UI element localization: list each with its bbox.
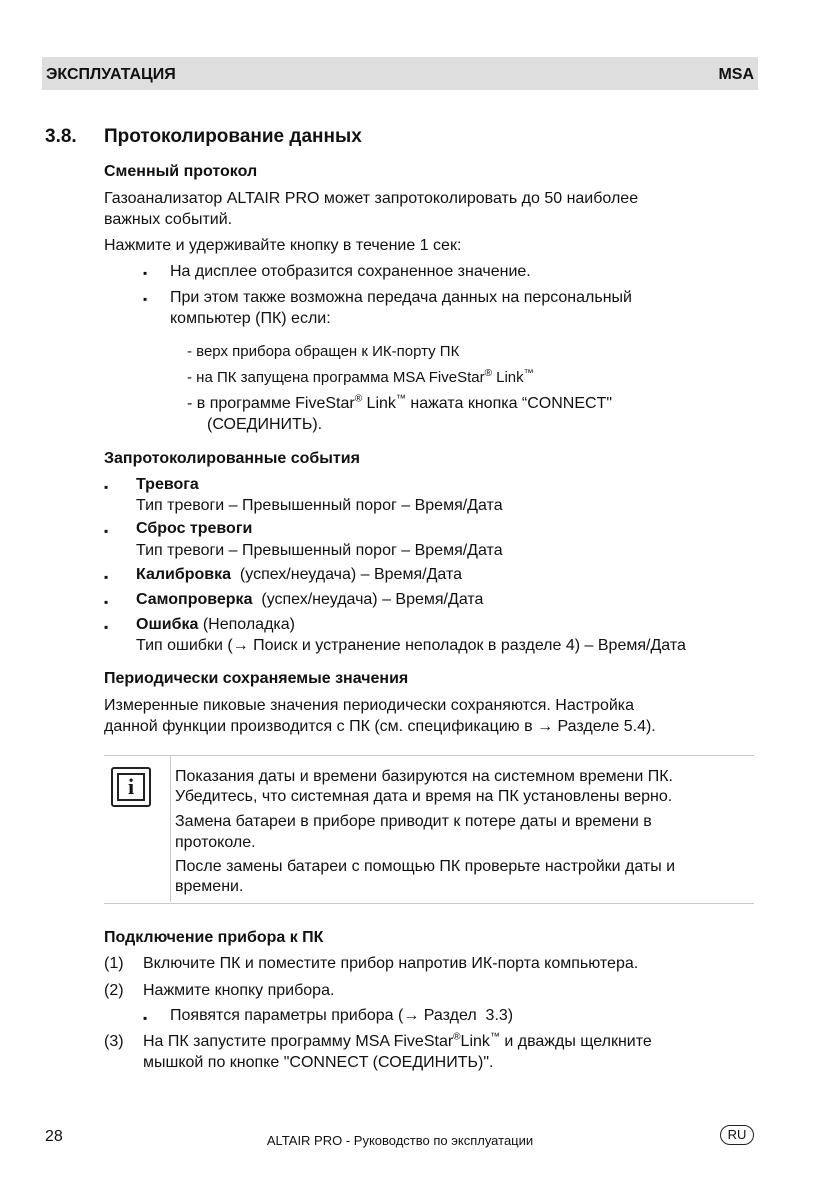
connect-step3-line2: мышкой по кнопке "CONNECT (СОЕДИНИТЬ)". [143,1054,494,1071]
connect-step2: Нажмите кнопку прибора. [143,982,335,999]
bullet-marker: ▪ [143,1011,148,1025]
periodic-line2: данной функции производится с ПК (см. спецификацию в → Разделе 5.4). [104,718,656,735]
event-selftest: Самопроверка (успех/неудача) – Время/Дата [136,591,484,608]
connect-step1: Включите ПК и поместите прибор напротив ИК-порта компьютера. [143,955,639,972]
periodic-heading: Периодически сохраняемые значения [104,670,409,687]
section-number: 3.8. [45,126,77,147]
connect-step3-number: (3) [104,1033,124,1050]
shift-log-heading: Сменный протокол [104,163,258,180]
connect-step3: На ПК запустите программу MSA FiveStar®Link™ и дважды щелкните [143,1031,652,1050]
shift-log-bullet2-line1: При этом также возможна передача данных на персональный [170,289,632,306]
header-brand: MSA [718,66,754,83]
event-error-title: Ошибка (Неполадка) [136,616,295,633]
info-note-line: Показания даты и времени базируются на системном времени ПК. [175,768,673,785]
shift-log-dash3: - в программе FiveStar® Link™ нажата кнопка “CONNECT" [187,393,613,412]
shift-log-para2: Нажмите и удерживайте кнопку в течение 1 сек: [104,237,462,254]
section-title: Протоколирование данных [104,126,362,147]
bullet-marker: ▪ [143,266,148,280]
info-note-divider [170,755,171,902]
logged-events-heading: Запротоколированные события [104,450,360,467]
shift-log-bullet1: На дисплее отобразится сохраненное значение. [170,263,531,280]
info-note-line: Замена батареи в приборе приводит к потере даты и времени в [175,813,652,830]
connect-step2-bullet: Появятся параметры прибора (→ Раздел 3.3) [170,1007,514,1024]
bullet-marker: ▪ [104,620,109,634]
info-note-line: После замены батареи с помощью ПК проверьте настройки даты и [175,858,676,875]
event-calibration: Калибровка (успех/неудача) – Время/Дата [136,566,462,583]
info-note-line: Убедитесь, что системная дата и время на ПК установлены верно. [175,788,673,805]
shift-log-dash3-line2: (СОЕДИНИТЬ). [207,416,323,433]
event-error-detail: Тип ошибки (→ Поиск и устранение неполадок в разделе 4) – Время/Дата [136,637,686,654]
shift-log-para1-line2: важных событий. [104,211,233,228]
language-badge: RU [720,1125,754,1145]
info-icon [111,767,151,807]
event-alarm-reset-title: Сброс тревоги [136,520,253,537]
periodic-line1: Измеренные пиковые значения периодически сохраняются. Настройка [104,697,635,714]
shift-log-dash2: - на ПК запущена программа MSA FiveStar® Link™ [187,368,534,386]
bullet-marker: ▪ [104,595,109,609]
event-alarm-reset-detail: Тип тревоги – Превышенный порог – Время/Дата [136,542,503,559]
footer-title: ALTAIR PRO - Руководство по эксплуатации [266,1133,534,1148]
info-note-line: протоколе. [175,834,256,851]
connect-step1-number: (1) [104,955,124,972]
shift-log-bullet2-line2: компьютер (ПК) если: [170,310,331,327]
connect-step2-number: (2) [104,982,124,999]
connect-heading: Подключение прибора к ПК [104,929,324,946]
page-number: 28 [45,1128,63,1145]
event-alarm-detail: Тип тревоги – Превышенный порог – Время/Дата [136,497,503,514]
event-alarm-title: Тревога [136,476,199,493]
header-bar [42,57,758,90]
info-note-line: времени. [175,878,244,895]
info-icon-glyph: i [117,773,145,801]
bullet-marker: ▪ [143,292,148,306]
shift-log-para1-line1: Газоанализатор ALTAIR PRO может запротоколировать до 50 наиболее [104,190,639,207]
bullet-marker: ▪ [104,570,109,584]
bullet-marker: ▪ [104,480,109,494]
header-section-label: ЭКСПЛУАТАЦИЯ [46,66,176,83]
bullet-marker: ▪ [104,524,109,538]
shift-log-dash1: - верх прибора обращен к ИК-порту ПК [187,343,460,360]
